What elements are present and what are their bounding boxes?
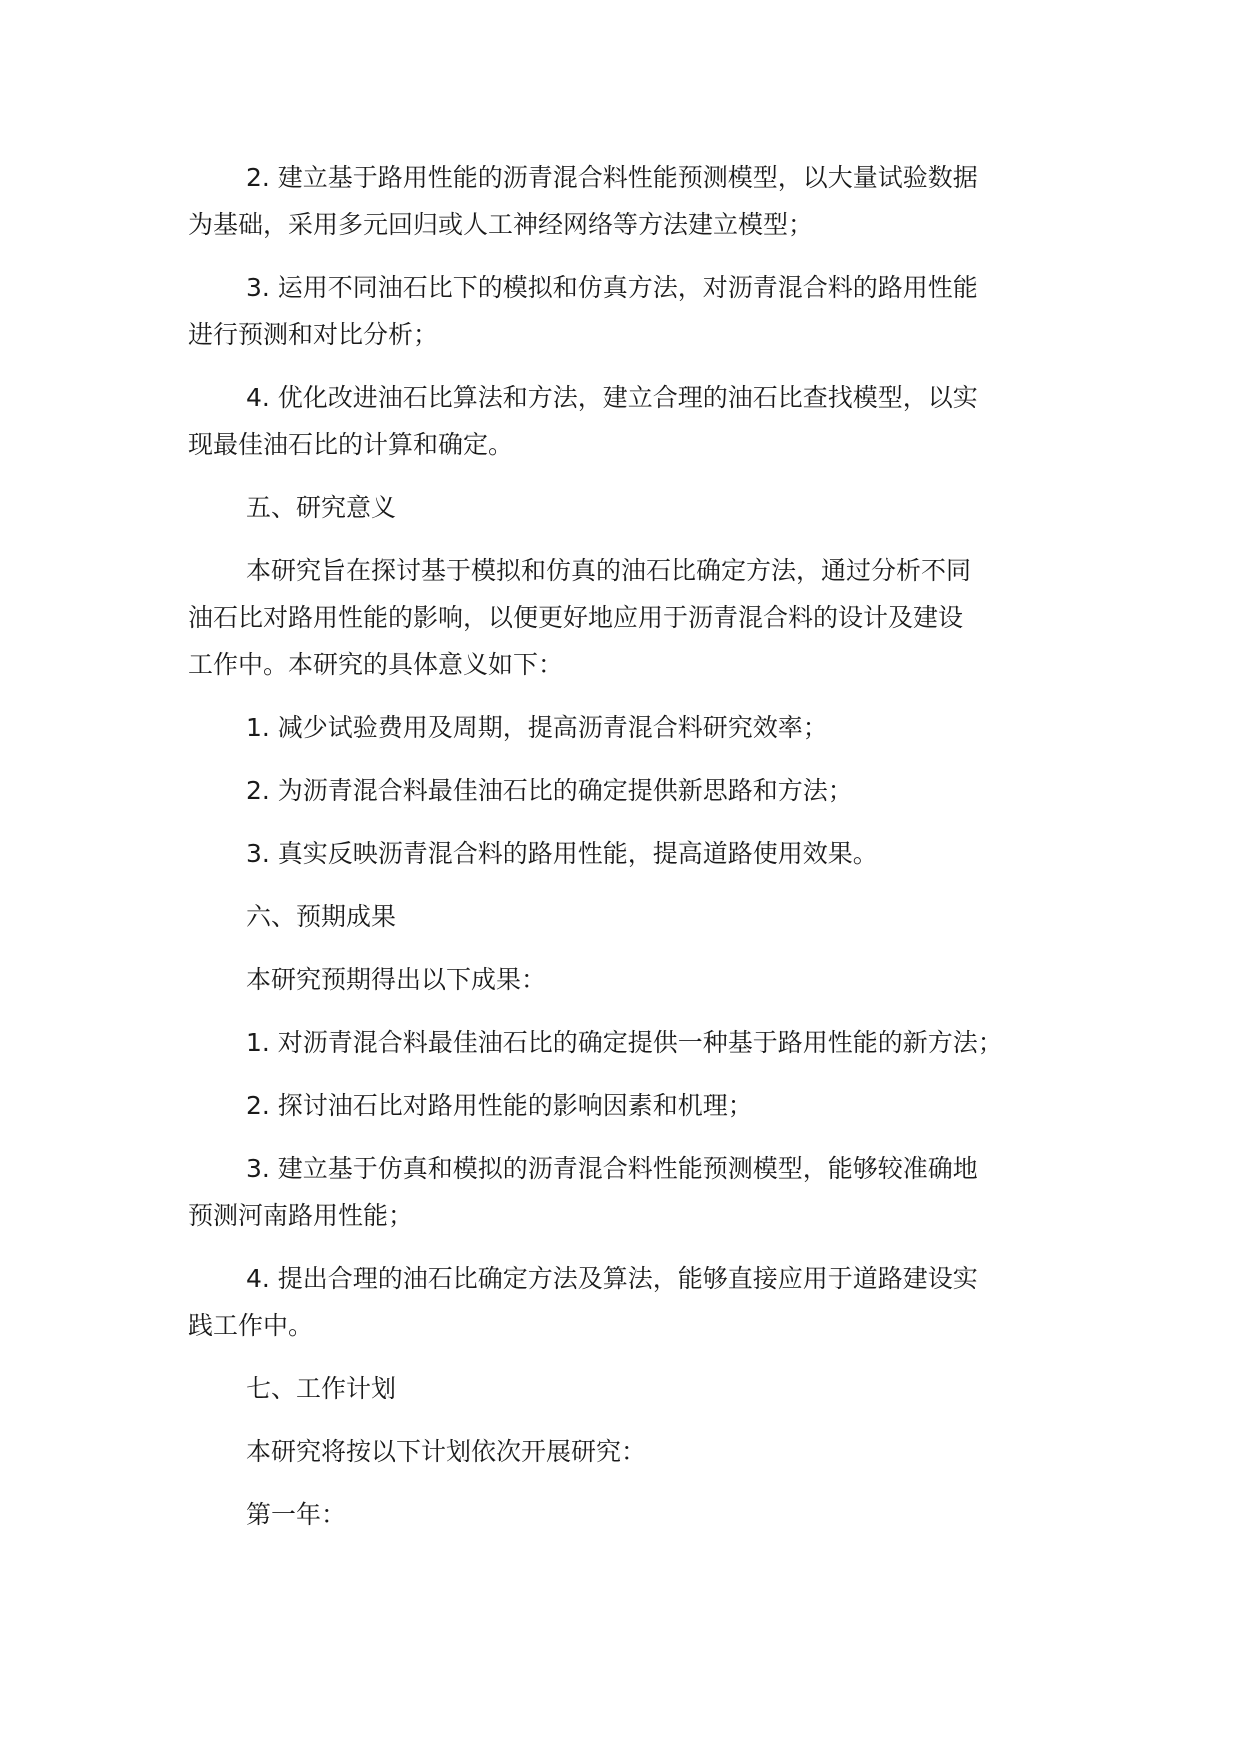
paragraph-result-1: 1. 对沥青混合料最佳油石比的确定提供一种基于路用性能的新方法； — [246, 1028, 1003, 1057]
paragraph-result-4: 4. 提出合理的油石比确定方法及算法，能够直接应用于道路建设实 践工作中。 — [188, 1264, 978, 1340]
paragraph-plan-intro: 本研究将按以下计划依次开展研究： — [246, 1437, 647, 1466]
paragraph-year-one: 第一年： — [246, 1500, 347, 1529]
document-body — [188, 154, 1088, 1538]
paragraph-result-2: 2. 探讨油石比对路用性能的影响因素和机理； — [246, 1091, 753, 1120]
section-heading-significance: 五、研究意义 — [246, 493, 397, 522]
paragraph-result-3: 3. 建立基于仿真和模拟的沥青混合料性能预测模型，能够较准确地 预测河南路用性能； — [188, 1154, 978, 1230]
paragraph-goal-4: 4. 优化改进油石比算法和方法，建立合理的油石比查找模型，以实 现最佳油石比的计算和确定。 — [188, 383, 978, 459]
paragraph-significance-2: 2. 为沥青混合料最佳油石比的确定提供新思路和方法； — [246, 776, 853, 805]
paragraph-significance-intro: 本研究旨在探讨基于模拟和仿真的油石比确定方法，通过分析不同 油石比对路用性能的影响，以便更好地应用于沥青混合料的设计及建设 工作中。本研究的具体意义如下： — [188, 556, 972, 679]
section-heading-work-plan: 七、工作计划 — [246, 1374, 397, 1403]
paragraph-results-intro: 本研究预期得出以下成果： — [246, 965, 547, 994]
paragraph-significance-1: 1. 减少试验费用及周期，提高沥青混合料研究效率； — [246, 713, 828, 742]
paragraph-significance-3: 3. 真实反映沥青混合料的路用性能，提高道路使用效果。 — [246, 839, 878, 868]
paragraph-goal-3: 3. 运用不同油石比下的模拟和仿真方法，对沥青混合料的路用性能 进行预测和对比分析； — [188, 273, 978, 349]
paragraph-goal-2: 2. 建立基于路用性能的沥青混合料性能预测模型，以大量试验数据 为基础，采用多元回归或人工神经网络等方法建立模型； — [188, 163, 978, 239]
section-heading-expected-results: 六、预期成果 — [246, 902, 397, 931]
